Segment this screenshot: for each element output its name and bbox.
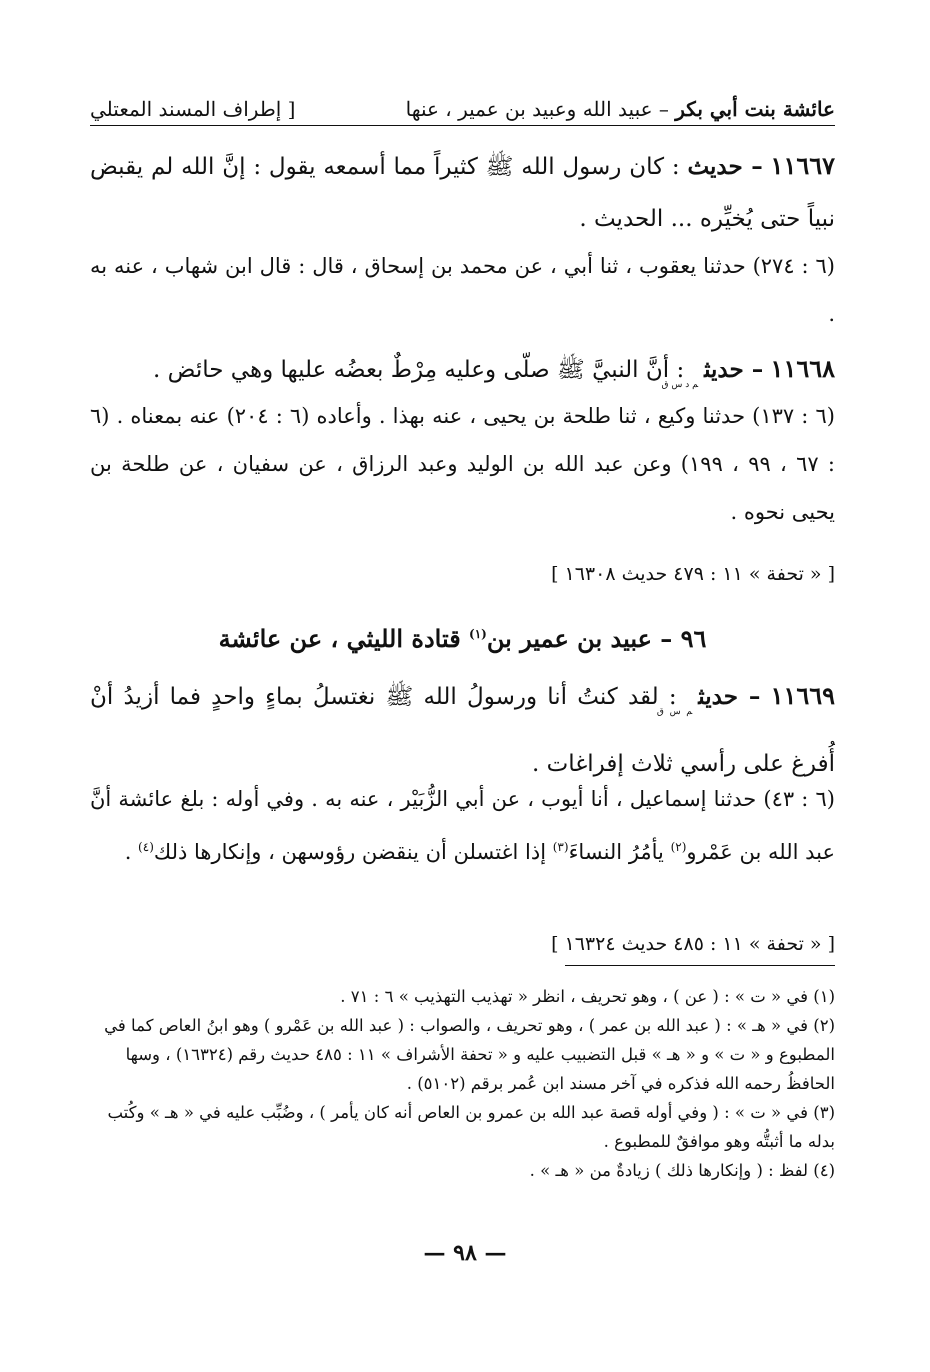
hadith-source-symbols: م س ق — [656, 707, 693, 717]
header-title-rest: – عبيد الله وعبيد بن عمير ، عنها — [405, 97, 676, 121]
footnote-ref: (٣) — [552, 840, 569, 854]
isnad-text: إذا اغتسلن أن ينقضن رؤوسهن ، وإنكارها ذلك — [153, 840, 553, 864]
footnote — [90, 1156, 835, 1185]
hadith-11669 — [90, 670, 835, 790]
isnad-text: يأمُرُ النساءَ — [568, 840, 671, 864]
hadith-keyword: – حديث — [687, 153, 763, 180]
footnote-text: في « ت » : ( وفي أوله قصة عبد الله بن عمرو بن العاص أنه كان يأمر ) ، وضُبِّب عليه في « هـ » وكُتب بدله ما أثبتُّه وهو موافقٌ للمطبوع . — [107, 1103, 835, 1151]
hadith-text: : كان رسول الله ﷺ كثيراً مما أسمعه يقول : إنَّ الله لم يقبض نبياً حتى يُخيِّره ... الحديث . — [90, 154, 835, 232]
footnote-number: (٢) — [813, 1016, 835, 1035]
footnote-text: لفظ : ( وإنكارها ذلك ) زيادةٌ من « هـ » . — [529, 1161, 814, 1180]
hadith-text: : لقد كنتُ أنا ورسولُ الله ﷺ نغتسلُ بماءٍ واحدٍ فما أزيدُ أنْ أُفرغ على رأسي ثلاث إفراغات . — [90, 684, 835, 777]
header-title — [406, 97, 835, 121]
tuhfa-reference: [ « تحفة » ١١ : ٤٧٩ حديث ١٦٣٠٨ ] — [551, 563, 835, 585]
footnote-ref: (١) — [469, 627, 487, 641]
footnote-number: (٣) — [813, 1103, 835, 1122]
isnad-text: (٦ : ١٣٧) حدثنا وكيع ، ثنا طلحة بن يحيى ، عنه بهذا . وأعاده (٦ : ٢٠٤) عنه بمعناه . (٦ : ٦٧ ، ٩٩ ، ١٩٩) وعن عبد الله بن الوليد وعبد الرزاق ، عن سفيان ، عن طلحة بن يحيى نحوه . — [90, 404, 835, 524]
isnad-text: (٦ : ٢٧٤) حدثنا يعقوب ، ثنا أبي ، عن محمد بن إسحاق ، قال : قال ابن شهاب ، عنه به . — [90, 254, 835, 326]
hadith-keyword: – حديث — [698, 683, 761, 710]
hadith-source-symbols: م د س ق — [661, 380, 699, 390]
footnote-number: (١) — [813, 987, 835, 1006]
chapter-heading — [90, 624, 835, 653]
footnote — [90, 982, 835, 1011]
hadith-number: ١١٦٦٨ — [770, 354, 835, 383]
isnad-11667 — [90, 242, 835, 338]
page-number: — ٩٨ — — [423, 1240, 507, 1266]
footnote-text: في « هـ » : ( عبد الله بن عمر ) ، وهو تحريف ، والصواب : ( عبد الله بن عَمْرو ) وهو ابنُ العاص كما في المطبوع و « ت » و « هـ » قبل التضبيب عليه و « تحفة الأشراف » ١١ : ٤٨٥ حديث رقم (١٦٣٢٤) ، وسها الحافظُ رحمه الله فذكره في آخر مسند ابن عُمر برقم (٥١٠٢) . — [104, 1016, 835, 1093]
footnote — [90, 1011, 835, 1098]
isnad-11668 — [90, 392, 835, 536]
isnad-text: . — [124, 840, 139, 864]
footnote-separator — [565, 965, 835, 966]
header-title-bold: عائشة بنت أبي بكر — [675, 97, 835, 121]
footnote-text: في « ت » : ( عن ) ، وهو تحريف ، انظر « تهذيب التهذيب » ٦ : ٧١ . — [340, 987, 814, 1006]
footnote-number: (٤) — [813, 1161, 835, 1180]
hadith-11667 — [90, 140, 835, 245]
hadith-text: : أنَّ النبيَّ ﷺ صلّى وعليه مِرْطٌ بعضُه عليها وهي حائض . — [153, 357, 692, 383]
isnad-11669 — [90, 775, 835, 876]
hadith-keyword: – حديث — [704, 356, 764, 383]
chapter-title: ٩٦ – عبيد بن عمير بن — [486, 624, 707, 653]
footnote-ref: (٢) — [670, 840, 687, 854]
hadith-number: ١١٦٦٧ — [770, 151, 835, 180]
isnad-text: (٦ : ٤٣) حدثنا إسماعيل ، أنا أيوب ، عن أبي الزُّبَيْر ، عنه به . وفي أوله : بلغ عائشة أنَّ عبد الله بن عَمْرو — [90, 787, 835, 864]
tuhfa-reference: [ « تحفة » ١١ : ٤٨٥ حديث ١٦٣٢٤ ] — [551, 933, 835, 955]
footnote — [90, 1098, 835, 1156]
header-book-title: [ إطراف المسند المعتلي — [90, 97, 296, 121]
footnote-ref: (٤) — [138, 840, 154, 854]
hadith-number: ١١٦٦٩ — [770, 681, 836, 710]
chapter-title-rest: قتادة الليثي ، عن عائشة — [218, 624, 470, 653]
running-header — [90, 82, 835, 126]
footnotes — [90, 982, 835, 1185]
